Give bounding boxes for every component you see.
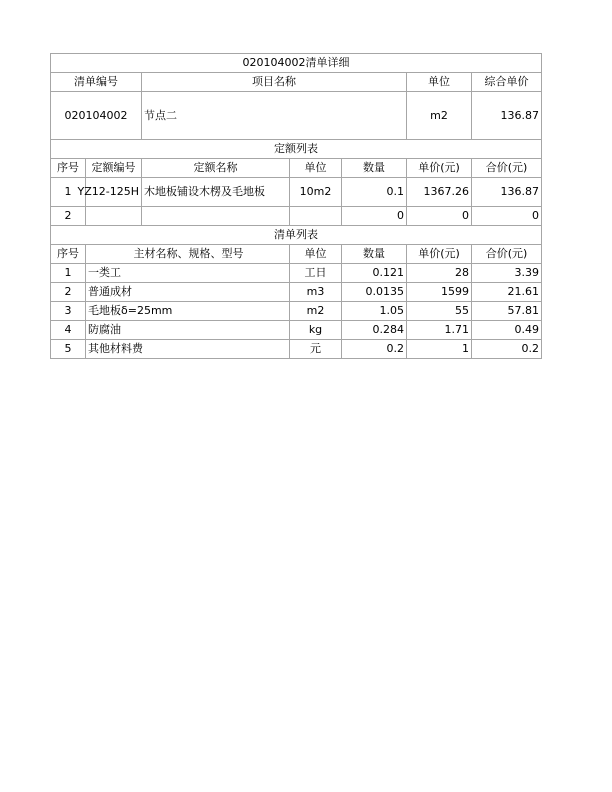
quota-name: [142, 207, 290, 226]
bill-unit: m2: [407, 92, 472, 140]
quota-total-header: 合价(元): [472, 159, 542, 178]
quota-qty: 0.1: [342, 178, 407, 207]
material-unit: 工日: [290, 264, 342, 283]
bill-item-name: 节点二: [142, 92, 407, 140]
material-name-header: 主材名称、规格、型号: [86, 245, 290, 264]
table-title: 020104002清单详细: [51, 54, 542, 73]
material-unit-price: 1: [407, 340, 472, 359]
material-unit-price: 1599: [407, 283, 472, 302]
quota-total: 136.87: [472, 178, 542, 207]
quota-qty: 0: [342, 207, 407, 226]
material-qty: 0.2: [342, 340, 407, 359]
materials-header-row: [51, 245, 542, 264]
material-qty: 0.0135: [342, 283, 407, 302]
material-unit: m2: [290, 302, 342, 321]
quota-seq: 1: [51, 178, 86, 207]
material-qty: 0.284: [342, 321, 407, 340]
material-row: [51, 264, 542, 283]
quota-seq-header: 序号: [51, 159, 86, 178]
quota-row: [51, 178, 542, 207]
material-row: [51, 283, 542, 302]
quota-header-row: [51, 159, 542, 178]
quota-row: [51, 207, 542, 226]
material-total: 21.61: [472, 283, 542, 302]
material-name: 其他材料费: [86, 340, 290, 359]
bill-row: [51, 92, 542, 140]
material-name: 防腐油: [86, 321, 290, 340]
material-row: [51, 340, 542, 359]
material-unit-price: 55: [407, 302, 472, 321]
bill-price: 136.87: [472, 92, 542, 140]
quota-unit: 10m2: [290, 178, 342, 207]
materials-table: [50, 263, 542, 359]
material-unit-price: 1.71: [407, 321, 472, 340]
quota-seq: 2: [51, 207, 86, 226]
material-unit-header: 单位: [290, 245, 342, 264]
material-unit: kg: [290, 321, 342, 340]
quota-code: YZ12-125H: [86, 178, 142, 207]
material-name: 一类工: [86, 264, 290, 283]
quota-unit-price: 1367.26: [407, 178, 472, 207]
quota-unit-price-header: 单价(元): [407, 159, 472, 178]
quota-code-header: 定额编号: [86, 159, 142, 178]
quota-unit: [290, 207, 342, 226]
bill-header-row: [51, 73, 542, 92]
quota-section-row: [51, 140, 542, 159]
bill-name-header: 项目名称: [142, 73, 407, 92]
material-unit: m3: [290, 283, 342, 302]
material-total: 0.49: [472, 321, 542, 340]
quota-name: 木地板铺设木楞及毛地板: [142, 178, 290, 207]
material-row: [51, 302, 542, 321]
material-seq: 4: [51, 321, 86, 340]
bill-code-header: 清单编号: [51, 73, 142, 92]
bill-unit-header: 单位: [407, 73, 472, 92]
material-seq: 2: [51, 283, 86, 302]
material-total: 3.39: [472, 264, 542, 283]
material-name: 普通成材: [86, 283, 290, 302]
table-title-row: [51, 54, 542, 73]
material-seq: 3: [51, 302, 86, 321]
material-qty: 1.05: [342, 302, 407, 321]
bill-detail-table: [50, 53, 542, 264]
quota-name-header: 定额名称: [142, 159, 290, 178]
material-qty: 0.121: [342, 264, 407, 283]
material-unit-price-header: 单价(元): [407, 245, 472, 264]
material-seq-header: 序号: [51, 245, 86, 264]
bill-code: 020104002: [51, 92, 142, 140]
material-total: 57.81: [472, 302, 542, 321]
material-seq: 1: [51, 264, 86, 283]
quota-unit-header: 单位: [290, 159, 342, 178]
materials-section-title: 清单列表: [51, 226, 542, 245]
quota-unit-price: 0: [407, 207, 472, 226]
quota-total: 0: [472, 207, 542, 226]
material-row: [51, 321, 542, 340]
material-total: 0.2: [472, 340, 542, 359]
bill-price-header: 综合单价: [472, 73, 542, 92]
material-unit: 元: [290, 340, 342, 359]
quota-qty-header: 数量: [342, 159, 407, 178]
material-unit-price: 28: [407, 264, 472, 283]
material-seq: 5: [51, 340, 86, 359]
quota-code: [86, 207, 142, 226]
quota-section-title: 定额列表: [51, 140, 542, 159]
material-total-header: 合价(元): [472, 245, 542, 264]
materials-section-row: [51, 226, 542, 245]
material-qty-header: 数量: [342, 245, 407, 264]
material-name: 毛地板δ=25mm: [86, 302, 290, 321]
